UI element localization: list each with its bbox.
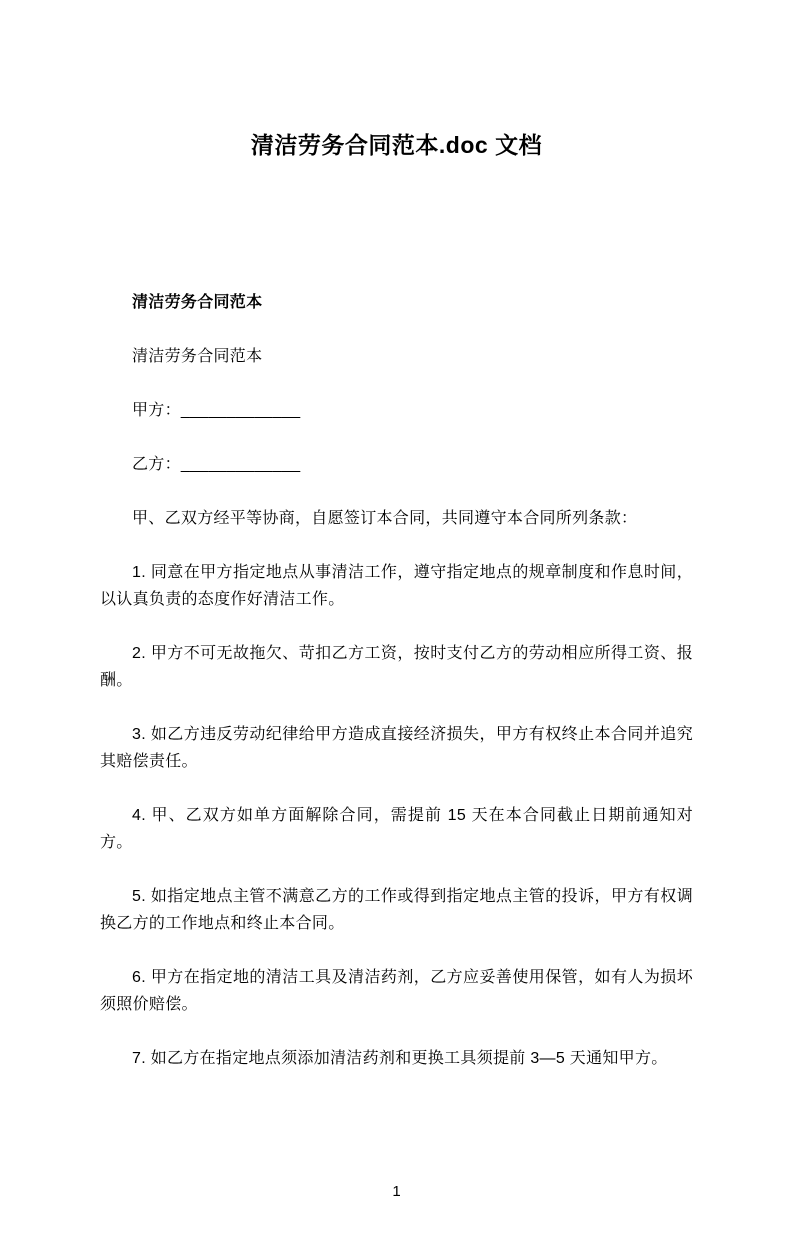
clause-7: 7. 如乙方在指定地点须添加清洁药剂和更换工具须提前 3—5 天通知甲方。 — [132, 1050, 668, 1067]
clause-1: 1. 同意在甲方指定地点从事清洁工作，遵守指定地点的规章制度和作息时间，以认真负责的态度作好清洁工作。 — [100, 564, 693, 608]
contract-heading-primary: 清洁劳务合同范本 — [132, 294, 263, 311]
party-b-line: 乙方：_____________ — [132, 456, 301, 473]
clause-4: 4. 甲、乙双方如单方面解除合同，需提前 15 天在本合同截止日期前通知对方。 — [100, 807, 693, 851]
page-number: 1 — [392, 1183, 401, 1200]
document-title: 清洁劳务合同范本.doc 文档 — [250, 132, 543, 158]
document-page — [0, 128, 793, 1250]
party-a-line: 甲方：_____________ — [132, 402, 301, 419]
clause-3: 3. 如乙方违反劳动纪律给甲方造成直接经济损失，甲方有权终止本合同并追究其赔偿责任。 — [100, 726, 693, 770]
contract-heading-secondary: 清洁劳务合同范本 — [132, 348, 263, 365]
contract-intro: 甲、乙双方经平等协商，自愿签订本合同，共同遵守本合同所列条款： — [132, 510, 638, 527]
clause-2: 2. 甲方不可无故拖欠、苛扣乙方工资，按时支付乙方的劳动相应所得工资、报酬。 — [100, 645, 693, 689]
clause-6: 6. 甲方在指定地的清洁工具及清洁药剂，乙方应妥善使用保管，如有人为损坏须照价赔偿。 — [100, 969, 693, 1013]
clause-5: 5. 如指定地点主管不满意乙方的工作或得到指定地点主管的投诉，甲方有权调换乙方的工作地点和终止本合同。 — [100, 888, 693, 932]
